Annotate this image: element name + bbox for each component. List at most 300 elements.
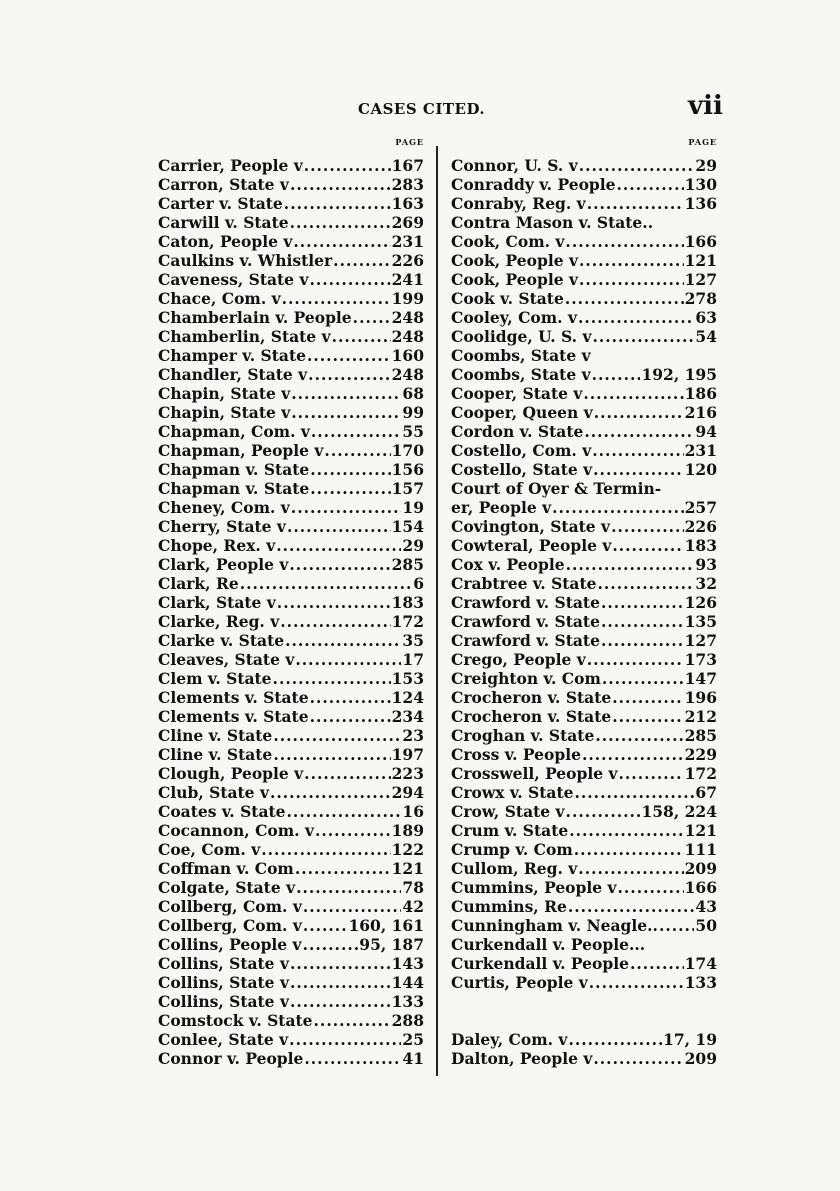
case-entry (451, 954, 717, 973)
dot-leader (273, 726, 401, 745)
case-entry (451, 688, 717, 707)
case-page: 283 (391, 175, 424, 194)
case-name: Collins, People v (158, 935, 302, 954)
case-entry (158, 764, 424, 783)
case-entry (158, 403, 424, 422)
case-entry (451, 764, 717, 783)
case-name: Clark, People v (158, 555, 289, 574)
case-entry (158, 707, 424, 726)
case-page: 183 (684, 536, 717, 555)
case-entry (158, 669, 424, 688)
dot-leader (307, 346, 391, 365)
case-page: 17 (402, 650, 424, 669)
case-entry (158, 175, 424, 194)
case-entry (158, 555, 424, 574)
case-name: Cummins, Re (451, 897, 567, 916)
case-entry (451, 346, 717, 365)
dot-leader (566, 555, 695, 574)
dot-leader (565, 232, 683, 251)
case-page: 99 (402, 403, 424, 422)
case-entry (451, 631, 717, 650)
case-entry (158, 422, 424, 441)
case-page: 121 (391, 859, 424, 878)
case-entry (451, 821, 717, 840)
case-entry (158, 327, 424, 346)
case-page: 41 (402, 1049, 424, 1068)
case-entry (451, 935, 717, 954)
case-name: Chapman v. State (158, 479, 310, 498)
dot-leader (290, 175, 391, 194)
case-name: Clarke, Reg. v (158, 612, 280, 631)
dot-leader (291, 498, 402, 517)
case-page: 174 (684, 954, 717, 973)
case-entry (451, 574, 717, 593)
dot-leader (290, 973, 391, 992)
case-name: Cherry, State v (158, 517, 286, 536)
dot-leader (630, 954, 684, 973)
case-name: Collins, State v (158, 973, 289, 992)
case-page: 111 (684, 840, 717, 859)
case-name: Chapin, State v (158, 403, 291, 422)
case-page: 192, 195 (641, 365, 717, 384)
case-name: Cooley, Com. v (451, 308, 577, 327)
dot-leader (619, 764, 684, 783)
case-page: 120 (684, 460, 717, 479)
case-entry (158, 574, 424, 593)
case-page: 172 (391, 612, 424, 631)
case-page: 78 (402, 878, 424, 897)
case-name: Crego, People v (451, 650, 586, 669)
page-number: vii (688, 91, 723, 121)
case-page: 209 (684, 859, 717, 878)
case-entry (451, 802, 717, 821)
case-page: 269 (391, 213, 424, 232)
case-name: Cook, People v (451, 251, 578, 270)
case-entry (451, 422, 717, 441)
dot-leader (594, 403, 684, 422)
case-name: Carrier, People v (158, 156, 303, 175)
case-entry (451, 726, 717, 745)
case-entry (451, 593, 717, 612)
case-entry (158, 479, 424, 498)
case-entry (451, 175, 717, 194)
case-entry (158, 365, 424, 384)
left-column (158, 136, 424, 1068)
case-name: Cook, Com. v (451, 232, 565, 251)
case-name: Clarke v. State (158, 631, 285, 650)
case-entry (158, 517, 424, 536)
case-name: Connor v. People (158, 1049, 304, 1068)
case-page: 55 (402, 422, 424, 441)
dot-leader (295, 650, 401, 669)
case-name: Dalton, People v (451, 1049, 593, 1068)
dot-leader (587, 194, 684, 213)
dot-leader (579, 156, 695, 175)
dot-leader (582, 745, 684, 764)
case-page: 186 (684, 384, 717, 403)
case-name: Clark, State v (158, 593, 276, 612)
case-page: 153 (391, 669, 424, 688)
case-entry (158, 536, 424, 555)
case-entry (158, 650, 424, 669)
case-entry (158, 1049, 424, 1068)
case-name: Coombs, State v (451, 346, 591, 365)
case-entry (158, 973, 424, 992)
dot-leader (303, 916, 348, 935)
case-entry (158, 289, 424, 308)
case-entry (158, 308, 424, 327)
case-name: Conlee, State v (158, 1030, 289, 1049)
dot-leader (332, 327, 391, 346)
case-entry (158, 783, 424, 802)
right-column-page-label: PAGE (688, 137, 717, 147)
case-name: Coffman v. Com (158, 859, 294, 878)
case-name: Cordon v. State (451, 422, 584, 441)
dot-leader (282, 289, 391, 308)
case-name: Crawford v. State (451, 593, 600, 612)
case-entry (451, 384, 717, 403)
case-entry (158, 821, 424, 840)
case-name: Covington, State v (451, 517, 611, 536)
case-entry (158, 954, 424, 973)
case-page: 248 (391, 308, 424, 327)
dot-leader (566, 802, 641, 821)
case-entry (451, 536, 717, 555)
case-name: Crowx v. State (451, 783, 574, 802)
right-case-list-d (451, 1030, 717, 1068)
case-entry (451, 612, 717, 631)
case-entry (158, 802, 424, 821)
case-name: Cummins, People v (451, 878, 617, 897)
case-entry (158, 745, 424, 764)
case-page: 127 (684, 631, 717, 650)
dot-leader (261, 840, 390, 859)
dot-leader (659, 916, 694, 935)
dot-leader (601, 593, 684, 612)
case-page: 229 (684, 745, 717, 764)
case-name: Croghan v. State (451, 726, 595, 745)
case-page: 156 (391, 460, 424, 479)
dot-leader (277, 593, 391, 612)
case-name: Collins, State v (158, 954, 289, 973)
case-name: Chace, Com. v (158, 289, 281, 308)
case-page: 135 (684, 612, 717, 631)
dot-leader (290, 992, 391, 1011)
case-entry (451, 498, 717, 517)
case-entry (158, 878, 424, 897)
case-entry (451, 327, 717, 346)
dot-leader (565, 289, 684, 308)
dot-leader (324, 441, 390, 460)
dot-leader (552, 498, 684, 517)
left-column-page-label: PAGE (395, 137, 424, 147)
case-name: Chamberlain v. People (158, 308, 352, 327)
case-page: 23 (402, 726, 424, 745)
case-entry (158, 688, 424, 707)
case-name: Costello, Com. v (451, 441, 592, 460)
case-page: 32 (695, 574, 717, 593)
case-page: 29 (402, 536, 424, 555)
case-entry (158, 384, 424, 403)
case-page: 226 (684, 517, 717, 536)
dot-leader (293, 232, 390, 251)
dot-leader (574, 840, 684, 859)
dot-leader (593, 1049, 683, 1068)
case-name: Cline v. State (158, 745, 273, 764)
case-name: Curkendall v. People (451, 954, 629, 973)
case-name: Chapman, People v (158, 441, 324, 460)
case-page: 294 (391, 783, 424, 802)
case-page: 130 (684, 175, 717, 194)
case-name: Cowteral, People v (451, 536, 612, 555)
case-entry (451, 213, 717, 232)
case-page: 199 (391, 289, 424, 308)
case-name: Curtis, People v (451, 973, 588, 992)
dot-leader (315, 821, 391, 840)
dot-leader (308, 365, 390, 384)
case-entry (451, 650, 717, 669)
dot-leader (592, 365, 641, 384)
case-name: Caveness, State v (158, 270, 309, 289)
case-page: 170 (391, 441, 424, 460)
case-page: 43 (695, 897, 717, 916)
case-name: Collberg, Com. v (158, 916, 302, 935)
case-page: 166 (684, 878, 717, 897)
case-page: 29 (695, 156, 717, 175)
case-name: er, People v (451, 498, 552, 517)
case-entry (158, 612, 424, 631)
case-page: 35 (402, 631, 424, 650)
case-entry (158, 859, 424, 878)
case-page: 126 (684, 593, 717, 612)
dot-leader (611, 517, 684, 536)
case-name: Chandler, State v (158, 365, 308, 384)
case-name: Caulkins v. Whistler (158, 251, 333, 270)
case-name: Curkendall v. People... (451, 935, 646, 954)
case-entry (451, 840, 717, 859)
case-page: 160 (391, 346, 424, 365)
case-entry (451, 308, 717, 327)
case-page: 121 (684, 251, 717, 270)
case-name: Coe, Com. v (158, 840, 261, 859)
case-name: Crow, State v (451, 802, 565, 821)
dot-leader (578, 308, 694, 327)
case-name: Crocheron v. State (451, 707, 612, 726)
dot-leader (310, 460, 390, 479)
case-page: 93 (695, 555, 717, 574)
case-page: 94 (695, 422, 717, 441)
case-name: Cocannon, Com. v (158, 821, 314, 840)
case-entry (451, 783, 717, 802)
dot-leader (579, 251, 684, 270)
case-page: 226 (391, 251, 424, 270)
case-page: 42 (402, 897, 424, 916)
case-page: 121 (684, 821, 717, 840)
case-entry (158, 460, 424, 479)
case-page: 143 (391, 954, 424, 973)
case-name: Cooper, Queen v (451, 403, 593, 422)
case-entry (158, 897, 424, 916)
case-name: Coates v. State (158, 802, 286, 821)
case-entry (158, 441, 424, 460)
case-name: Crocheron v. State (451, 688, 612, 707)
case-name: Clark, Re (158, 574, 239, 593)
case-name: Chapman v. State (158, 460, 310, 479)
case-entry (451, 365, 717, 384)
case-entry (451, 859, 717, 878)
dot-leader (592, 327, 694, 346)
dot-leader (587, 650, 684, 669)
right-column (451, 136, 717, 1068)
case-entry (158, 992, 424, 1011)
case-name: Cline v. State (158, 726, 273, 745)
case-entry (451, 973, 717, 992)
case-page: 163 (391, 194, 424, 213)
dot-leader (303, 897, 402, 916)
case-page: 241 (391, 270, 424, 289)
case-page: 278 (684, 289, 717, 308)
dot-leader (295, 859, 391, 878)
case-name: Crump v. Com (451, 840, 573, 859)
case-name: Court of Oyer & Termin- (451, 479, 662, 498)
case-entry (158, 631, 424, 650)
case-entry (451, 194, 717, 213)
dot-leader (601, 631, 684, 650)
case-page: 209 (684, 1049, 717, 1068)
case-page: 173 (684, 650, 717, 669)
dot-leader (273, 669, 391, 688)
case-entry (451, 916, 717, 935)
case-name: Chope, Rex. v (158, 536, 276, 555)
case-name: Carron, State v (158, 175, 289, 194)
case-name: Cheney, Com. v (158, 498, 290, 517)
case-name: Carter v. State (158, 194, 283, 213)
case-page: 197 (391, 745, 424, 764)
case-name: Cook v. State (451, 289, 564, 308)
case-page: 216 (684, 403, 717, 422)
case-name: Collberg, Com. v (158, 897, 302, 916)
case-page: 147 (684, 669, 717, 688)
case-entry (451, 555, 717, 574)
case-name: Crabtree v. State (451, 574, 597, 593)
case-entry (451, 460, 717, 479)
dot-leader (287, 517, 391, 536)
dot-leader (310, 479, 390, 498)
case-entry (451, 441, 717, 460)
dot-leader (584, 422, 694, 441)
case-page: 189 (391, 821, 424, 840)
case-name: Cooper, State v (451, 384, 583, 403)
column-divider (436, 146, 438, 1076)
dot-leader (285, 631, 401, 650)
case-entry (158, 251, 424, 270)
case-name: Cox v. People (451, 555, 565, 574)
case-page: 231 (391, 232, 424, 251)
case-page: 158, 224 (641, 802, 717, 821)
dot-leader (578, 859, 683, 878)
case-entry (158, 593, 424, 612)
dot-leader (273, 745, 390, 764)
case-entry (451, 878, 717, 897)
case-page: 257 (684, 498, 717, 517)
case-name: Comstock v. State (158, 1011, 313, 1030)
case-page: 167 (391, 156, 424, 175)
case-page: 172 (684, 764, 717, 783)
case-page: 68 (402, 384, 424, 403)
case-name: Caton, People v (158, 232, 293, 251)
case-entry (158, 213, 424, 232)
dot-leader (289, 1030, 401, 1049)
case-entry (451, 1030, 717, 1049)
dot-leader (598, 574, 695, 593)
case-name: Clough, People v (158, 764, 304, 783)
dot-leader (612, 707, 683, 726)
case-entry (451, 517, 717, 536)
case-entry (451, 403, 717, 422)
case-entry (158, 840, 424, 859)
dot-leader (601, 612, 684, 631)
dot-leader (568, 897, 695, 916)
case-page: 248 (391, 327, 424, 346)
case-name: Contra Mason v. State.. (451, 213, 654, 232)
case-name: Cunningham v. Neagle.. (451, 916, 658, 935)
case-page: 183 (391, 593, 424, 612)
case-name: Cullom, Reg. v (451, 859, 578, 878)
dot-leader (287, 802, 402, 821)
case-page: 196 (684, 688, 717, 707)
dot-leader (592, 441, 683, 460)
dot-leader (310, 707, 391, 726)
case-name: Coolidge, U. S. v (451, 327, 592, 346)
dot-leader (280, 612, 390, 631)
case-page: 19 (402, 498, 424, 517)
dot-leader (568, 1030, 662, 1049)
case-entry (158, 232, 424, 251)
case-page: 136 (684, 194, 717, 213)
case-name: Costello, State v (451, 460, 593, 479)
letter-gap (451, 992, 717, 1030)
case-entry (451, 251, 717, 270)
case-page: 127 (684, 270, 717, 289)
case-entry (451, 745, 717, 764)
dot-leader (612, 536, 683, 555)
dot-leader (311, 422, 402, 441)
case-page: 133 (391, 992, 424, 1011)
case-page: 67 (695, 783, 717, 802)
case-page: 223 (391, 764, 424, 783)
case-name: Daley, Com. v (451, 1030, 568, 1049)
case-name: Cleaves, State v (158, 650, 295, 669)
right-case-list (451, 156, 717, 992)
case-entry (158, 346, 424, 365)
dot-leader (304, 1049, 401, 1068)
dot-leader (333, 251, 390, 270)
case-name: Clem v. State (158, 669, 272, 688)
case-page: 54 (695, 327, 717, 346)
case-page: 25 (402, 1030, 424, 1049)
case-page: 234 (391, 707, 424, 726)
dot-leader (569, 821, 683, 840)
case-entry (451, 669, 717, 688)
dot-leader (296, 878, 401, 897)
case-entry (158, 935, 424, 954)
case-entry (158, 156, 424, 175)
case-page: 17, 19 (663, 1030, 717, 1049)
case-name: Conraddy v. People (451, 175, 616, 194)
case-page: 160, 161 (348, 916, 424, 935)
dot-leader (579, 270, 684, 289)
case-page: 231 (684, 441, 717, 460)
